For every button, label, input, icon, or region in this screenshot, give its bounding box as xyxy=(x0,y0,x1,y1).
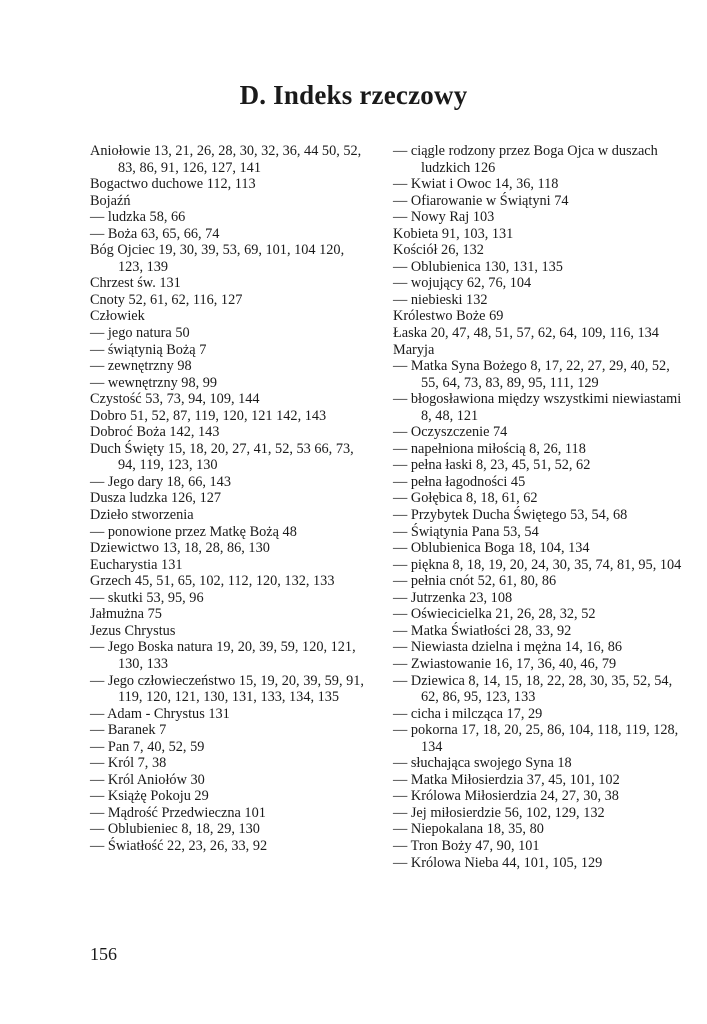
index-entry: — Nowy Raj 103 xyxy=(393,209,495,226)
index-entry: — ludzka 58, 66 xyxy=(90,209,186,226)
index-entry: Chrzest św. 131 xyxy=(90,275,181,292)
index-entry: Bogactwo duchowe 112, 113 xyxy=(90,176,256,193)
page-title: D. Indeks rzeczowy xyxy=(239,80,468,110)
index-entry: Grzech 45, 51, 65, 102, 112, 120, 132, 133 xyxy=(90,573,335,590)
index-entry: — pełna łaski 8, 23, 45, 51, 52, 62 xyxy=(393,457,591,474)
index-entry: — piękna 8, 18, 19, 20, 24, 30, 35, 74, 81, 95, 104 xyxy=(393,556,682,573)
index-entry: — Przybytek Ducha Świętego 53, 54, 68 xyxy=(393,507,628,524)
index-entry: — Oświecicielka 21, 26, 28, 32, 52 xyxy=(393,606,596,623)
index-entry: Bojaźń xyxy=(90,192,131,209)
index-entry: Dzieło stworzenia xyxy=(90,507,194,524)
index-entry: — świątynią Bożą 7 xyxy=(90,341,207,358)
index-entry: — Oblubienica 130, 131, 135 xyxy=(393,258,563,275)
index-entry: Łaska 20, 47, 48, 51, 57, 62, 64, 109, 116, 134 xyxy=(393,325,659,342)
index-entry: — Niewiasta dzielna i mężna 14, 16, 86 xyxy=(393,639,623,656)
index-entry: — Król Aniołów 30 xyxy=(90,771,205,788)
index-entry: — Boża 63, 65, 66, 74 xyxy=(90,225,220,242)
index-entry: — ciągle rodzony przez Boga Ojca w duszach ludzkich 126 xyxy=(393,143,658,176)
index-entry: Jezus Chrystus xyxy=(90,622,176,639)
index-entry: — Król 7, 38 xyxy=(90,755,167,772)
index-entry: — słuchająca swojego Syna 18 xyxy=(393,755,572,772)
index-entry: Czystość 53, 73, 94, 109, 144 xyxy=(90,391,260,408)
index-entry: — Oblubieniec 8, 18, 29, 130 xyxy=(90,821,260,838)
index-entry: — Pan 7, 40, 52, 59 xyxy=(90,738,205,755)
index-entry: — Jutrzenka 23, 108 xyxy=(393,589,513,606)
index-column-right xyxy=(393,143,683,871)
index-entry: — Zwiastowanie 16, 17, 36, 40, 46, 79 xyxy=(393,655,617,672)
index-entry: — Dziewica 8, 14, 15, 18, 22, 28, 30, 35, 52, 54, 62, 86, 95, 123, 133 xyxy=(393,672,673,706)
index-entry: Bóg Ojciec 19, 30, 39, 53, 69, 101, 104 120, 123, 139 xyxy=(90,242,345,275)
index-entry: — pełna łagodności 45 xyxy=(393,473,526,490)
index-entry: — cicha i milcząca 17, 29 xyxy=(393,705,543,722)
index-entry: — pełnia cnót 52, 61, 80, 86 xyxy=(393,573,557,590)
index-entry: Kobieta 91, 103, 131 xyxy=(393,225,514,242)
index-entry: Kościół 26, 132 xyxy=(393,242,484,259)
index-entry: — jego natura 50 xyxy=(90,325,190,342)
index-entry: — Tron Boży 47, 90, 101 xyxy=(393,837,540,854)
index-entry: — Królowa Nieba 44, 101, 105, 129 xyxy=(393,854,603,871)
index-entry: — pokorna 17, 18, 20, 25, 86, 104, 118, 119, 128, 134 xyxy=(393,722,679,755)
index-entry: Aniołowie 13, 21, 26, 28, 30, 32, 36, 44 50, 52, 83, 86, 91, 126, 127, 141 xyxy=(90,143,362,176)
index-entry: — Adam - Chrystus 131 xyxy=(90,705,230,722)
index-entry: — wojujący 62, 76, 104 xyxy=(393,275,532,292)
index-entry: — Oczyszczenie 74 xyxy=(393,424,508,441)
page-number: 156 xyxy=(90,944,117,964)
index-entry: Cnoty 52, 61, 62, 116, 127 xyxy=(90,291,243,308)
index-entry: — Baranek 7 xyxy=(90,722,167,739)
index-entry: — Kwiat i Owoc 14, 36, 118 xyxy=(393,176,559,193)
index-entry: — napełniona miłością 8, 26, 118 xyxy=(393,440,586,457)
index-entry: — Niepokalana 18, 35, 80 xyxy=(393,821,544,838)
index-column-left xyxy=(90,143,370,855)
index-entry: Duch Święty 15, 18, 20, 27, 41, 52, 53 66, 73, 94, 119, 123, 130 xyxy=(90,440,354,474)
index-entry: — Ofiarowanie w Świątyni 74 xyxy=(393,192,569,209)
index-entry: — Świątynia Pana 53, 54 xyxy=(393,523,539,540)
index-entry: Eucharystia 131 xyxy=(90,556,183,573)
index-entry: — Mądrość Przedwieczna 101 xyxy=(90,804,266,821)
index-entry: Dobro 51, 52, 87, 119, 120, 121 142, 143 xyxy=(90,407,327,424)
index-entry: — Jego Boska natura 19, 20, 39, 59, 120, 121, 130, 133 xyxy=(90,639,356,672)
index-entry: — niebieski 132 xyxy=(393,291,488,308)
index-entry: — Książę Pokoju 29 xyxy=(90,788,209,805)
index-entry: — Matka Miłosierdzia 37, 45, 101, 102 xyxy=(393,771,620,788)
index-entry: — Matka Syna Bożego 8, 17, 22, 27, 29, 40, 52, 55, 64, 73, 83, 89, 95, 111, 129 xyxy=(393,358,670,391)
index-entry: — Jego człowieczeństwo 15, 19, 20, 39, 59, 91, 119, 120, 121, 130, 131, 133, 134, 135 xyxy=(90,672,364,706)
index-entry: Maryja xyxy=(393,341,435,358)
index-entry: — Światłość 22, 23, 26, 33, 92 xyxy=(90,837,268,854)
index-entry: — Jego dary 18, 66, 143 xyxy=(90,473,231,490)
index-entry: Człowiek xyxy=(90,308,145,325)
index-entry: — wewnętrzny 98, 99 xyxy=(90,374,218,391)
index-entry: — Królowa Miłosierdzia 24, 27, 30, 38 xyxy=(393,788,619,805)
index-entry: Królestwo Boże 69 xyxy=(393,308,504,325)
index-entry: — zewnętrzny 98 xyxy=(90,358,192,375)
index-entry: Jałmużna 75 xyxy=(90,606,162,623)
index-entry: — Jej miłosierdzie 56, 102, 129, 132 xyxy=(393,804,605,821)
index-entry: — skutki 53, 95, 96 xyxy=(90,589,204,606)
index-entry: — Oblubienica Boga 18, 104, 134 xyxy=(393,540,590,557)
index-entry: — Matka Światłości 28, 33, 92 xyxy=(393,622,572,639)
index-entry: Dobroć Boża 142, 143 xyxy=(90,424,220,441)
index-entry: — błogosławiona między wszystkimi niewiastami 8, 48, 121 xyxy=(393,391,682,424)
index-entry: Dusza ludzka 126, 127 xyxy=(90,490,222,507)
index-entry: Dziewictwo 13, 18, 28, 86, 130 xyxy=(90,540,270,557)
index-entry: — Gołębica 8, 18, 61, 62 xyxy=(393,490,538,507)
index-entry: — ponowione przez Matkę Bożą 48 xyxy=(90,523,297,540)
